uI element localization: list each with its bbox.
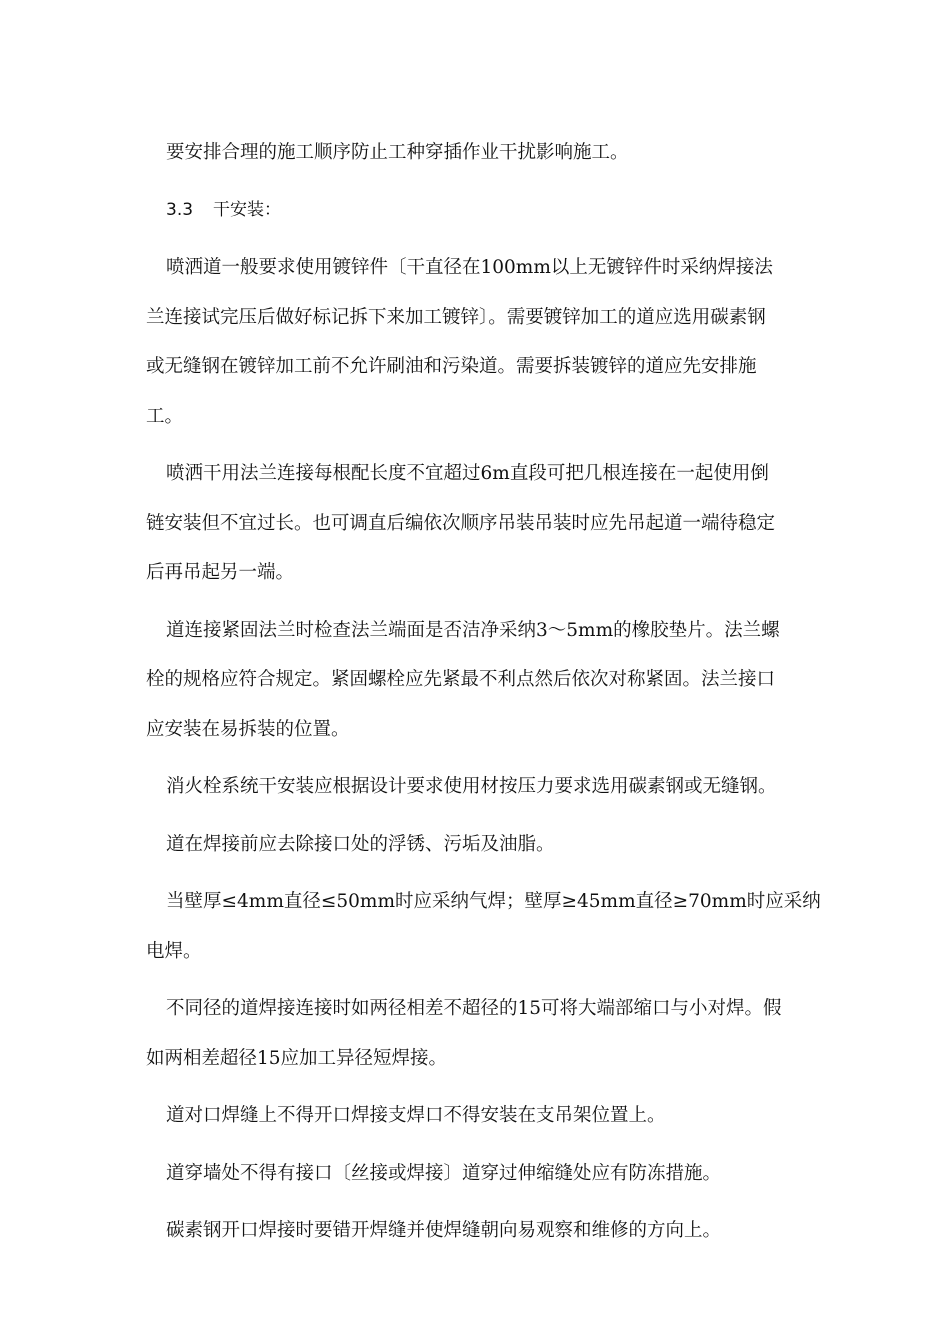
text-line: 要安排合理的施工顺序防止工种穿插作业干扰影响施工。 [166, 142, 629, 163]
paragraph [146, 449, 814, 598]
paragraph [146, 762, 814, 812]
paragraph [146, 1206, 814, 1256]
text-line: 后再吊起另一端。 [146, 562, 295, 583]
paragraph [146, 877, 821, 976]
paragraph [146, 820, 814, 870]
text-line: 碳素钢开口焊接时要错开焊缝并使焊缝朝向易观察和维修的方向上。 [166, 1220, 722, 1241]
text-line: 消火栓系统干安装应根据设计要求使用材按压力要求选用碳素钢或无缝钢。 [166, 776, 777, 797]
text-line: 道连接紧固法兰时检查法兰端面是否洁净采纳3～5mm的橡胶垫片。法兰螺 [166, 619, 780, 641]
text-line: 道在焊接前应去除接口处的浮锈、污垢及油脂。 [166, 833, 555, 855]
text-line: 如两相差超径15应加工异径短焊接。 [146, 1047, 448, 1069]
text-line: 电焊。 [146, 940, 202, 962]
text-line: 喷洒干用法兰连接每根配长度不宜超过6m直段可把几根连接在一起使用倒 [166, 463, 769, 484]
text-line: 栓的规格应符合规定。紧固螺栓应先紧最不利点然后依次对称紧固。法兰接口 [146, 669, 776, 690]
paragraph [146, 1149, 814, 1199]
paragraph [146, 1091, 814, 1141]
paragraph [146, 606, 814, 755]
text-line: 链安装但不宜过长。也可调直后编依次顺序吊装吊装时应先吊起道一端待稳定 [146, 512, 776, 534]
text-line: 或无缝钢在镀锌加工前不允许刷油和污染道。需要拆装镀锌的道应先安排施 [146, 356, 757, 377]
paragraph [146, 128, 814, 178]
section-title: 干安装： [213, 199, 282, 220]
text-line: 道对口焊缝上不得开口焊接支焊口不得安装在支吊架位置上。 [166, 1105, 666, 1126]
text-line: 不同径的道焊接连接时如两径相差不超径的15可将大端部缩口与小对焊。假 [166, 998, 782, 1019]
text-line: 兰连接试完压后做好标记拆下来加工镀锌〕。需要镀锌加工的道应选用碳素钢 [146, 306, 766, 328]
document-body [146, 128, 821, 1264]
paragraph [146, 243, 814, 441]
text-line: 工。 [146, 405, 184, 427]
section-number: 3.3 [166, 199, 194, 220]
text-line: 应安装在易拆装的位置。 [146, 718, 350, 740]
text-line: 道穿墙处不得有接口〔丝接或焊接〕道穿过伸缩缝处应有防冻措施。 [166, 1162, 722, 1184]
text-line: 喷洒道一般要求使用镀锌件〔干直径在100mm以上无镀锌件时采纳焊接法 [166, 257, 773, 278]
text-line: 当壁厚≤4mm直径≤50mm时应采纳气焊；壁厚≥45mm直径≥70mm时应采纳 [166, 891, 821, 912]
section-heading [146, 186, 814, 236]
paragraph [146, 984, 814, 1083]
